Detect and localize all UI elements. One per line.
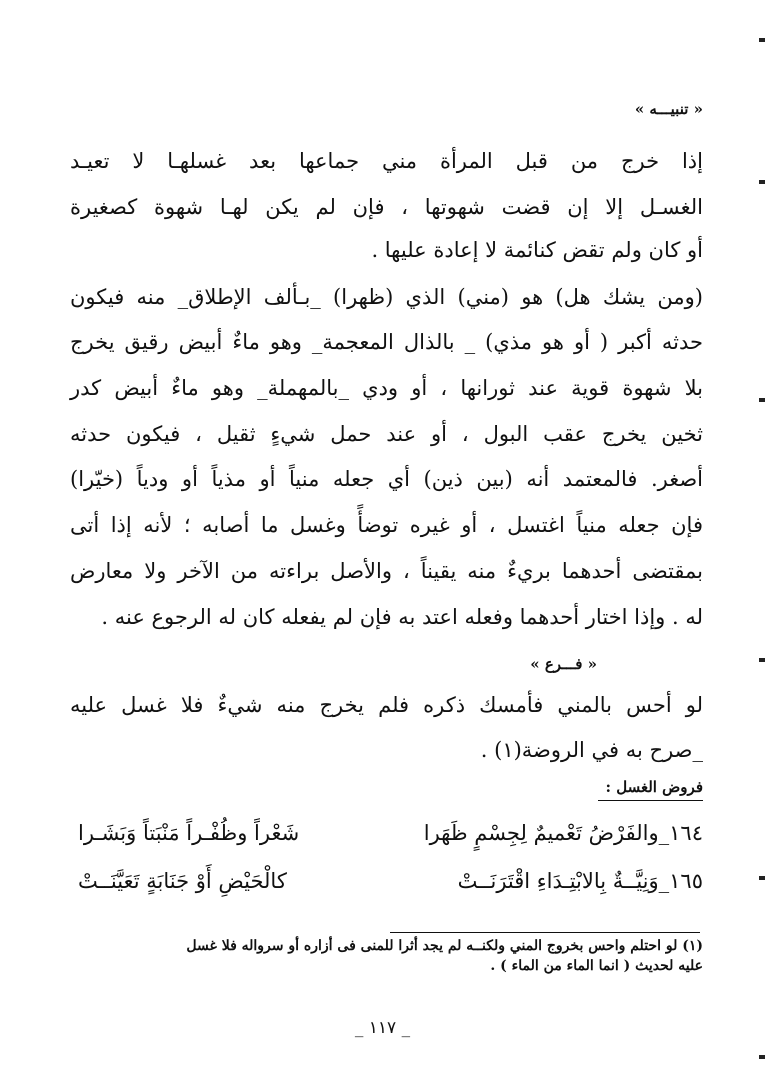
edge-mark [759,658,765,662]
verse-164 [424,818,703,848]
para1-line-3: أو كان ولم تقض كنائمة لا إعادة عليها . [371,238,703,262]
footnote-line-1: (١) لو احتلم واحس بخروج المني ولكنــه لم يجد أثرا للمنى فى أزاره أو سرواله فلا غسل [186,938,703,954]
para2-line-3: بلا شهوة قوية عند ثورانها ، أو ودي _بالمهملة_ وهو ماءٌ أبيض كدر [70,376,703,400]
para2-line-5: أصغر. فالمعتمد أنه (بين ذين) أي جعله منياً أو مذياً أو ودياً (خيّرا) [70,467,703,491]
footnote-separator [390,932,700,933]
footnote-line-2: عليه لحديث ( انما الماء من الماء ) . [490,958,703,974]
para2-line-4: ثخين يخرج عقب البول ، أو عند حمل شيءٍ ثقيل ، فيكون حدثه [70,422,703,446]
para2-line-8: له . وإذا اختار أحدهما وفعله اعتد به فإن لم يفعله كان له الرجوع عنه . [101,605,703,629]
verse-165 [458,866,703,896]
para2-line-7: بمقتضى أحدهما بريءٌ منه يقيناً ، والأصل براءته من الآخر ولا معارض [70,559,703,583]
edge-mark [759,180,765,184]
para2-line-2: حدثه أكبر ( أو هو مذي) _ بالذال المعجمة_ وهو ماءٌ أبيض رقيق يخرج [70,330,703,354]
edge-mark [759,876,765,880]
verse-165-second-half: كالْحَيْضِ أَوْ جَنَابَةٍ تَعَيَّنَــتْ [78,869,287,893]
para1-line-1: إذا خرج من قبل المرأة مني جماعها بعد غسلهـا لا تعيـد [70,149,703,173]
verse-right-hemistich: والفَرْضُ تَعْميمٌ لِجِسْمٍ ظَهَرا [423,821,659,845]
para3-line-2: _صرح به في الروضة(١) . [480,738,703,762]
para3-line-1: لو أحس بالمني فأمسك ذكره فلم يخرج منه شيءٌ فلا غسل عليه [70,693,703,717]
branch-heading: « فـــرع » [530,655,597,673]
section-title-underline [598,800,703,801]
page-number: _ ١١٧ _ [354,1018,411,1038]
verse-right-hemistich: وَنِيَّــةٌ بِالابْتِـدَاءِ اقْتَرَنَــتْ [457,869,659,893]
para1-line-2: الغسـل إلا إن قضت شهوتها ، فإن لم يكن لهـا شهوة كصغيرة [70,195,703,219]
para2-line-1: (ومن يشك هل) هو (مني) الذي (ظهرا) _بـألف الإطلاق_ منه فيكون [70,285,703,309]
edge-mark [759,1055,765,1059]
verse-number: ١٦٥_ [658,869,703,893]
notice-heading: « تنبيـــه » [634,100,703,118]
verse-number: ١٦٤_ [658,821,703,845]
edge-mark [759,398,765,402]
section-title: فروض الغسل : [605,778,703,796]
edge-mark [759,38,765,42]
verse-164-second-half: شَعْراً وظُفْـراً مَنْبَتاً وَبَشَـرا [78,821,300,845]
para2-line-6: فإن جعله منياً اغتسل ، أو غيره توضأً وغسل ما أصابه ؛ لأنه إذا أتى [70,513,703,537]
